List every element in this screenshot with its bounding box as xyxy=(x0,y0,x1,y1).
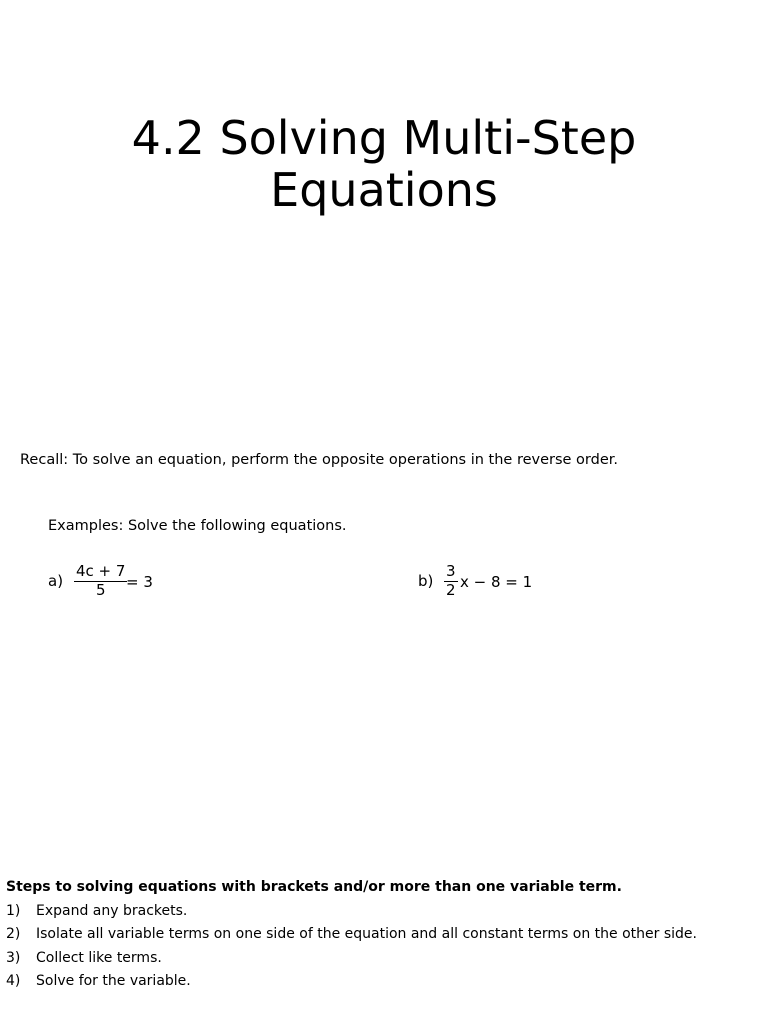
page-title xyxy=(0,112,768,216)
examples-intro: Examples: Solve the following equations. xyxy=(48,518,347,534)
example-b-rhs: x − 8 = 1 xyxy=(460,573,533,591)
list-item xyxy=(6,947,697,971)
example-a-fraction xyxy=(74,563,127,599)
example-a-denominator: 5 xyxy=(95,581,106,599)
step-number: 1) xyxy=(6,902,21,919)
step-number: 3) xyxy=(6,949,21,966)
recall-text: Recall: To solve an equation, perform the opposite operations in the reverse order. xyxy=(20,452,618,468)
list-item xyxy=(6,970,697,994)
list-item xyxy=(6,923,697,947)
title-line-2: Equations xyxy=(270,163,498,217)
step-text: Collect like terms. xyxy=(36,949,162,966)
example-b-fraction xyxy=(444,563,458,599)
example-b-denominator: 2 xyxy=(446,581,456,599)
example-a-label: a) xyxy=(48,572,64,590)
list-item xyxy=(6,900,697,924)
step-text: Expand any brackets. xyxy=(36,902,188,919)
example-a-numerator: 4c + 7 xyxy=(76,562,126,580)
step-text: Solve for the variable. xyxy=(36,973,191,989)
step-text: Isolate all variable terms on one side of the equation and all constant terms on the other side. xyxy=(36,926,697,942)
title-line-1: 4.2 Solving Multi-Step xyxy=(131,111,637,165)
steps-section xyxy=(6,876,697,994)
step-number: 2) xyxy=(6,926,21,942)
example-b-numerator: 3 xyxy=(446,562,456,580)
step-number: 4) xyxy=(6,973,21,989)
steps-heading: Steps to solving equations with brackets and/or more than one variable term. xyxy=(6,879,622,895)
example-b-label: b) xyxy=(418,572,434,590)
example-a-rhs: = 3 xyxy=(126,573,153,591)
